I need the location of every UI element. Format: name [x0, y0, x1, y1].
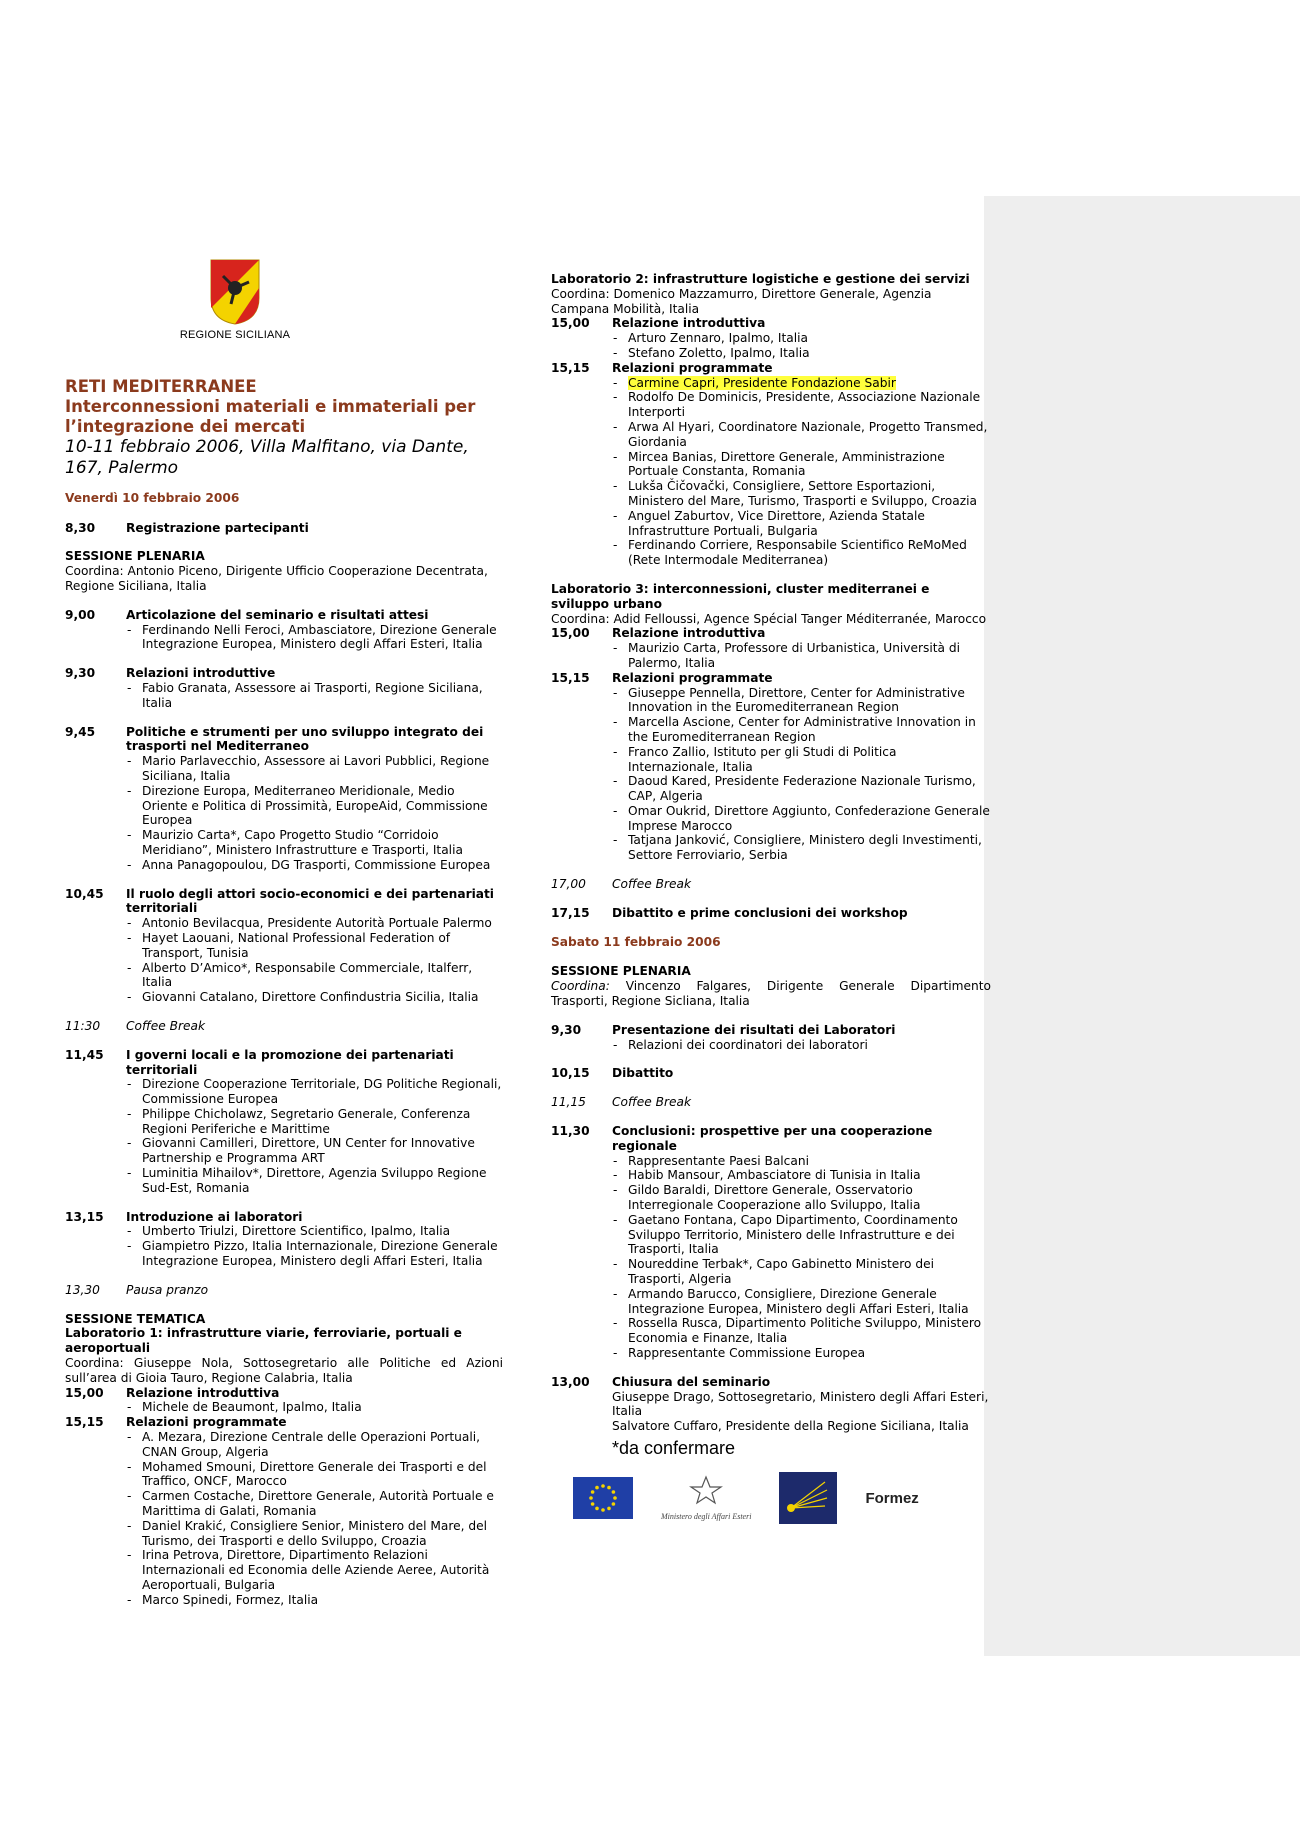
speaker-item: - Ferdinando Nelli Feroci, Ambasciatore, Direzione Generale Integrazione Europea, Ministero degli Affari Esteri, Italia — [126, 623, 503, 653]
agenda-entry — [551, 361, 991, 568]
speaker-list — [612, 686, 991, 864]
speaker-item: - Mircea Banias, Direttore Generale, Amministrazione Portuale Constanta, Romania — [612, 450, 991, 480]
speaker-item: - Omar Oukrid, Direttore Aggiunto, Confederazione Generale Imprese Marocco — [612, 804, 991, 834]
speaker-item: - Marco Spinedi, Formez, Italia — [126, 1593, 503, 1608]
entry-title: Presentazione dei risultati dei Laboratori — [612, 1022, 896, 1037]
speaker-item: - Direzione Europa, Mediterraneo Meridionale, Medio Oriente e Politica di Prossimità, EuropeAid, Commissione Europea — [126, 784, 503, 828]
agenda-entry — [65, 666, 503, 710]
speaker-item: - Rappresentante Commissione Europea — [612, 1346, 991, 1361]
speaker-list — [126, 1077, 503, 1195]
speaker-list — [126, 1430, 503, 1608]
lab3-coordinator: Coordina: Adid Felloussi, Agence Spécial Tanger Méditerranée, Marocco — [551, 611, 987, 626]
entry-title: I governi locali e la promozione dei partenariati territoriali — [126, 1047, 454, 1077]
speaker-item: - Lukša Čičovački, Consigliere, Settore Esportazioni, Ministero del Mare, Turismo, Trasporti e Sviluppo, Croazia — [612, 479, 991, 509]
agenda-entry — [65, 608, 503, 652]
document-subtitle-main: Interconnessioni materiali e immateriali per l’integrazione dei mercati — [65, 396, 476, 436]
sponsor-logos — [573, 1472, 991, 1528]
speaker-item: - Marcella Ascione, Center for Administrative Innovation in the Euromediterranean Region — [612, 715, 991, 745]
speaker-list — [126, 681, 503, 711]
speaker-item: - Gaetano Fontana, Capo Dipartimento, Coordinamento Sviluppo Territorio, Ministero delle Infrastrutture e dei Trasporti, Italia — [612, 1213, 991, 1257]
coffee-break — [551, 1095, 991, 1110]
speaker-item: - Franco Zallio, Istituto per gli Studi di Politica Internazionale, Italia — [612, 745, 991, 775]
entry-time: 13,00 — [551, 1374, 590, 1389]
agenda-entry — [551, 1066, 991, 1081]
agenda-entry — [551, 1023, 991, 1053]
lab1-coordinator: Coordina: Giuseppe Nola, Sottosegretario alle Politiche ed Azioni sull’area di Gioia Tauro, Regione Calabria, Italia — [65, 1356, 503, 1385]
entry-time: 9,00 — [65, 607, 96, 622]
entry-time: 11,15 — [551, 1095, 586, 1110]
plenary-session — [65, 549, 503, 593]
speaker-item: - Habib Mansour, Ambasciatore di Tunisia in Italia — [612, 1168, 991, 1183]
entry-time: 9,30 — [65, 666, 96, 681]
agenda-entry — [551, 316, 991, 360]
entry-time: 11,30 — [551, 1124, 590, 1139]
entry-title: Conclusioni: prospettive per una cooperazione regionale — [612, 1124, 933, 1153]
entry-time: 17,15 — [551, 905, 590, 920]
speaker-list — [612, 641, 991, 671]
entry-title: Pausa pranzo — [126, 1282, 209, 1297]
speaker-list — [126, 1400, 503, 1415]
entry-title: Dibattito — [612, 1066, 674, 1081]
entry-title: Relazioni programmate — [612, 360, 773, 375]
session-coordinator: Coordina: Vincenzo Falgares, Dirigente Generale Dipartimento Trasporti, Regione Sicliana, Italia — [551, 979, 991, 1009]
speaker-list — [126, 1224, 503, 1268]
speaker-item: - A. Mezara, Direzione Centrale delle Operazioni Portuali, CNAN Group, Algeria — [126, 1430, 503, 1460]
document-title: RETI MEDITERRANEE — [65, 376, 257, 396]
lab1-entries — [65, 1386, 503, 1608]
eu-flag-icon — [573, 1477, 633, 1523]
speaker-item: - Relazioni dei coordinatori dei laboratori — [612, 1038, 991, 1053]
coffee-break — [551, 877, 991, 892]
entry-title: Introduzione ai laboratori — [126, 1209, 303, 1224]
agenda-entry — [551, 671, 991, 863]
speaker-item: - Daoud Kared, Presidente Federazione Nazionale Turismo, CAP, Algeria — [612, 774, 991, 804]
lab3-block — [551, 582, 991, 626]
formez-logo: Formez — [865, 1490, 919, 1508]
session-title: SESSIONE PLENARIA — [65, 549, 205, 564]
plenary-session — [551, 964, 991, 1008]
speaker-item: - Rossella Rusca, Dipartimento Politiche Sviluppo, Ministero Economia e Finanze, Italia — [612, 1316, 991, 1346]
entry-time: 11:30 — [65, 1018, 101, 1033]
session-coordinator: Coordina: Antonio Piceno, Dirigente Ufficio Cooperazione Decentrata, Regione Siciliana, Italia — [65, 564, 488, 593]
left-column — [65, 258, 503, 1608]
closing-speaker: Giuseppe Drago, Sottosegretario, Ministero degli Affari Esteri, Italia — [612, 1389, 989, 1419]
entry-title: Relazioni introduttive — [126, 666, 276, 681]
highlighted-speaker: - Carmine Capri, Presidente Fondazione Sabir — [612, 376, 991, 391]
entry-time: 11,45 — [65, 1047, 104, 1062]
day1-sessions — [65, 608, 503, 1005]
entry-time: 15,00 — [551, 316, 590, 331]
entry-title: Relazioni programmate — [612, 670, 773, 685]
lab2-coordinator: Coordina: Domenico Mazzamurro, Direttore Generale, Agenzia Campana Mobilità, Italia — [551, 286, 932, 316]
speaker-item: - Giovanni Catalano, Direttore Confindustria Sicilia, Italia — [126, 990, 503, 1005]
speaker-item: - Michele de Beaumont, Ipalmo, Italia — [126, 1400, 503, 1415]
speaker-item: - Mohamed Smouni, Direttore Generale dei Trasporti e del Traffico, ONCF, Marocco — [126, 1460, 503, 1490]
entry-time: 13,15 — [65, 1209, 104, 1224]
speaker-item: - Arturo Zennaro, Ipalmo, Italia — [612, 331, 991, 346]
entry-title: Relazione introduttiva — [126, 1385, 280, 1400]
entry-time: 13,30 — [65, 1282, 100, 1297]
agenda-entry — [551, 1375, 991, 1458]
speaker-item: - Arwa Al Hyari, Coordinatore Nazionale, Progetto Transmed, Giordania — [612, 420, 991, 450]
speaker-item: - Rodolfo De Dominicis, Presidente, Associazione Nazionale Interporti — [612, 390, 991, 420]
lab1-title: Laboratorio 1: infrastrutture viarie, ferroviarie, portuali e aeroportuali — [65, 1326, 462, 1356]
speaker-item: - Noureddine Terbak*, Capo Gabinetto Ministero dei Trasporti, Algeria — [612, 1257, 991, 1287]
thematic-session — [65, 1312, 503, 1386]
italia-internazionale-logo — [779, 1472, 837, 1528]
speaker-item: - Armando Barucco, Consigliere, Direzione Generale Integrazione Europea, Ministero degli Affari Esteri, Italia — [612, 1287, 991, 1317]
entry-title: Coffee Break — [612, 877, 692, 892]
entry-title: Articolazione del seminario e risultati attesi — [126, 607, 429, 622]
speaker-item: - Hayet Laouani, National Professional Federation of Transport, Tunisia — [126, 931, 503, 961]
speaker-item: - Daniel Krakić, Consigliere Senior, Ministero del Mare, del Turismo, dei Trasporti e dello Sviluppo, Croazia — [126, 1519, 503, 1549]
agenda-entry — [551, 906, 991, 921]
entry-time: 15,15 — [551, 670, 590, 685]
speaker-list — [612, 331, 991, 361]
speaker-item: - Anguel Zaburtov, Vice Direttore, Azienda Statale Infrastrutture Portuali, Bulgaria — [612, 509, 991, 539]
entry-time: 15,00 — [65, 1385, 104, 1400]
agenda-entry — [65, 521, 503, 536]
entry-title: Dibattito e prime conclusioni dei workshop — [612, 905, 908, 920]
speaker-item: - Stefano Zoletto, Ipalmo, Italia — [612, 346, 991, 361]
speaker-item: - Maurizio Carta, Professore di Urbanistica, Università di Palermo, Italia — [612, 641, 991, 671]
entry-time: 8,30 — [65, 520, 96, 535]
entry-time: 15,15 — [551, 360, 590, 375]
day2-heading: Sabato 11 febbraio 2006 — [551, 934, 721, 949]
speaker-item: - Direzione Cooperazione Territoriale, DG Politiche Regionali, Commissione Europea — [126, 1077, 503, 1107]
entry-time: 15,00 — [551, 626, 590, 641]
speaker-list — [126, 623, 503, 653]
entry-title: Relazione introduttiva — [612, 316, 766, 331]
speaker-item: - Ferdinando Corriere, Responsabile Scientifico ReMoMed (Rete Intermodale Mediterranea) — [612, 538, 991, 568]
comment-pane — [984, 196, 1300, 1656]
trinacria-shield-icon — [209, 258, 261, 326]
entry-time: 10,15 — [551, 1066, 590, 1081]
agenda-entry — [65, 1415, 503, 1607]
agenda-entry — [551, 1124, 991, 1361]
entry-title: Coffee Break — [612, 1095, 692, 1110]
speaker-item: - Irina Petrova, Direttore, Dipartimento Relazioni Internazionali ed Economia delle Aziende Aeree, Autorità Aeroportuali, Bulgaria — [126, 1548, 503, 1592]
agenda-entry — [65, 1048, 503, 1196]
speaker-item: - Rappresentante Paesi Balcani — [612, 1154, 991, 1169]
entry-title: Relazioni programmate — [126, 1415, 287, 1430]
speaker-list — [126, 754, 503, 872]
regione-siciliana-logo — [121, 258, 349, 343]
agenda-entry — [65, 1386, 503, 1416]
lab2-block — [551, 272, 991, 316]
coffee-break — [65, 1019, 503, 1034]
event-date-location: 10-11 febbraio 2006, Villa Malfitano, via Dante, 167, Palermo — [65, 436, 469, 478]
entry-title: Il ruolo degli attori socio-economici e dei partenariati territoriali — [126, 886, 494, 916]
ministero-logo: Ministero degli Affari Esteri — [661, 1475, 751, 1526]
speaker-item: - Fabio Granata, Assessore ai Trasporti, Regione Siciliana, Italia — [126, 681, 503, 711]
lab3-title: Laboratorio 3: interconnessioni, cluster mediterranei e sviluppo urbano — [551, 581, 930, 611]
speaker-list — [612, 1154, 991, 1361]
speaker-item: - Giuseppe Pennella, Direttore, Center for Administrative Innovation in the Euromediterranean Region — [612, 686, 991, 716]
speaker-list — [612, 376, 991, 568]
entry-title: Coffee Break — [126, 1018, 206, 1033]
speaker-item: - Gildo Baraldi, Direttore Generale, Osservatorio Interregionale Cooperazione allo Sviluppo, Italia — [612, 1183, 991, 1213]
speaker-item: - Alberto D’Amico*, Responsabile Commerciale, Italferr, Italia — [126, 961, 503, 991]
speaker-list — [126, 916, 503, 1005]
session-title: SESSIONE TEMATICA — [65, 1311, 206, 1326]
entry-title: Registrazione partecipanti — [126, 520, 309, 535]
speaker-item: - Maurizio Carta*, Capo Progetto Studio “Corridoio Meridiano”, Ministero Infrastrutture e Trasporti, Italia — [126, 828, 503, 858]
entry-time: 17,00 — [551, 877, 586, 892]
entry-time: 9,30 — [551, 1022, 582, 1037]
speaker-item: - Mario Parlavecchio, Assessore ai Lavori Pubblici, Regione Siciliana, Italia — [126, 754, 503, 784]
speaker-item: - Anna Panagopoulou, DG Trasporti, Commissione Europea — [126, 858, 503, 873]
agenda-entry — [65, 887, 503, 1005]
speaker-item: - Luminitia Mihailov*, Direttore, Agenzia Sviluppo Regione Sud-Est, Romania — [126, 1166, 503, 1196]
day1-sessions-afternoon — [65, 1048, 503, 1269]
entry-time: 9,45 — [65, 724, 96, 739]
lab2-title: Laboratorio 2: infrastrutture logistiche e gestione dei servizi — [551, 272, 970, 286]
session-title: SESSIONE PLENARIA — [551, 964, 691, 979]
agenda-entry — [65, 1210, 503, 1269]
speaker-list — [612, 1038, 991, 1053]
entry-time: 10,45 — [65, 886, 104, 901]
agenda-entry — [65, 725, 503, 873]
entry-title: Chiusura del seminario — [612, 1374, 771, 1389]
speaker-item: - Antonio Bevilacqua, Presidente Autorità Portuale Palermo — [126, 916, 503, 931]
day1-heading: Venerdì 10 febbraio 2006 — [65, 490, 240, 505]
entry-title: Politiche e strumenti per uno sviluppo integrato dei trasporti nel Mediterraneo — [126, 724, 484, 754]
emblem-icon — [688, 1475, 724, 1505]
speaker-item: - Tatjana Janković, Consigliere, Ministero degli Investimenti, Settore Ferroviario, Serbia — [612, 833, 991, 863]
entry-time: 15,15 — [65, 1415, 104, 1430]
lunch-break — [65, 1283, 503, 1298]
speaker-item: - Giovanni Camilleri, Direttore, UN Center for Innovative Partnership e Programma ART — [126, 1136, 503, 1166]
right-column — [551, 272, 991, 1528]
speaker-item: - Carmen Costache, Direttore Generale, Autorità Portuale e Marittima di Galati, Romania — [126, 1489, 503, 1519]
closing-speaker: Salvatore Cuffaro, Presidente della Regione Siciliana, Italia — [612, 1419, 969, 1434]
agenda-entry — [551, 626, 991, 670]
entry-title: Relazione introduttiva — [612, 626, 766, 641]
logo-caption: REGIONE SICILIANA — [179, 329, 291, 341]
confirm-note: *da confermare — [612, 1437, 736, 1458]
speaker-item: - Philippe Chicholawz, Segretario Generale, Conferenza Regioni Periferiche e Marittime — [126, 1107, 503, 1137]
speaker-item: - Umberto Triulzi, Direttore Scientifico, Ipalmo, Italia — [126, 1224, 503, 1239]
speaker-item: - Giampietro Pizzo, Italia Internazionale, Direzione Generale Integrazione Europea, Ministero degli Affari Esteri, Italia — [126, 1239, 503, 1269]
